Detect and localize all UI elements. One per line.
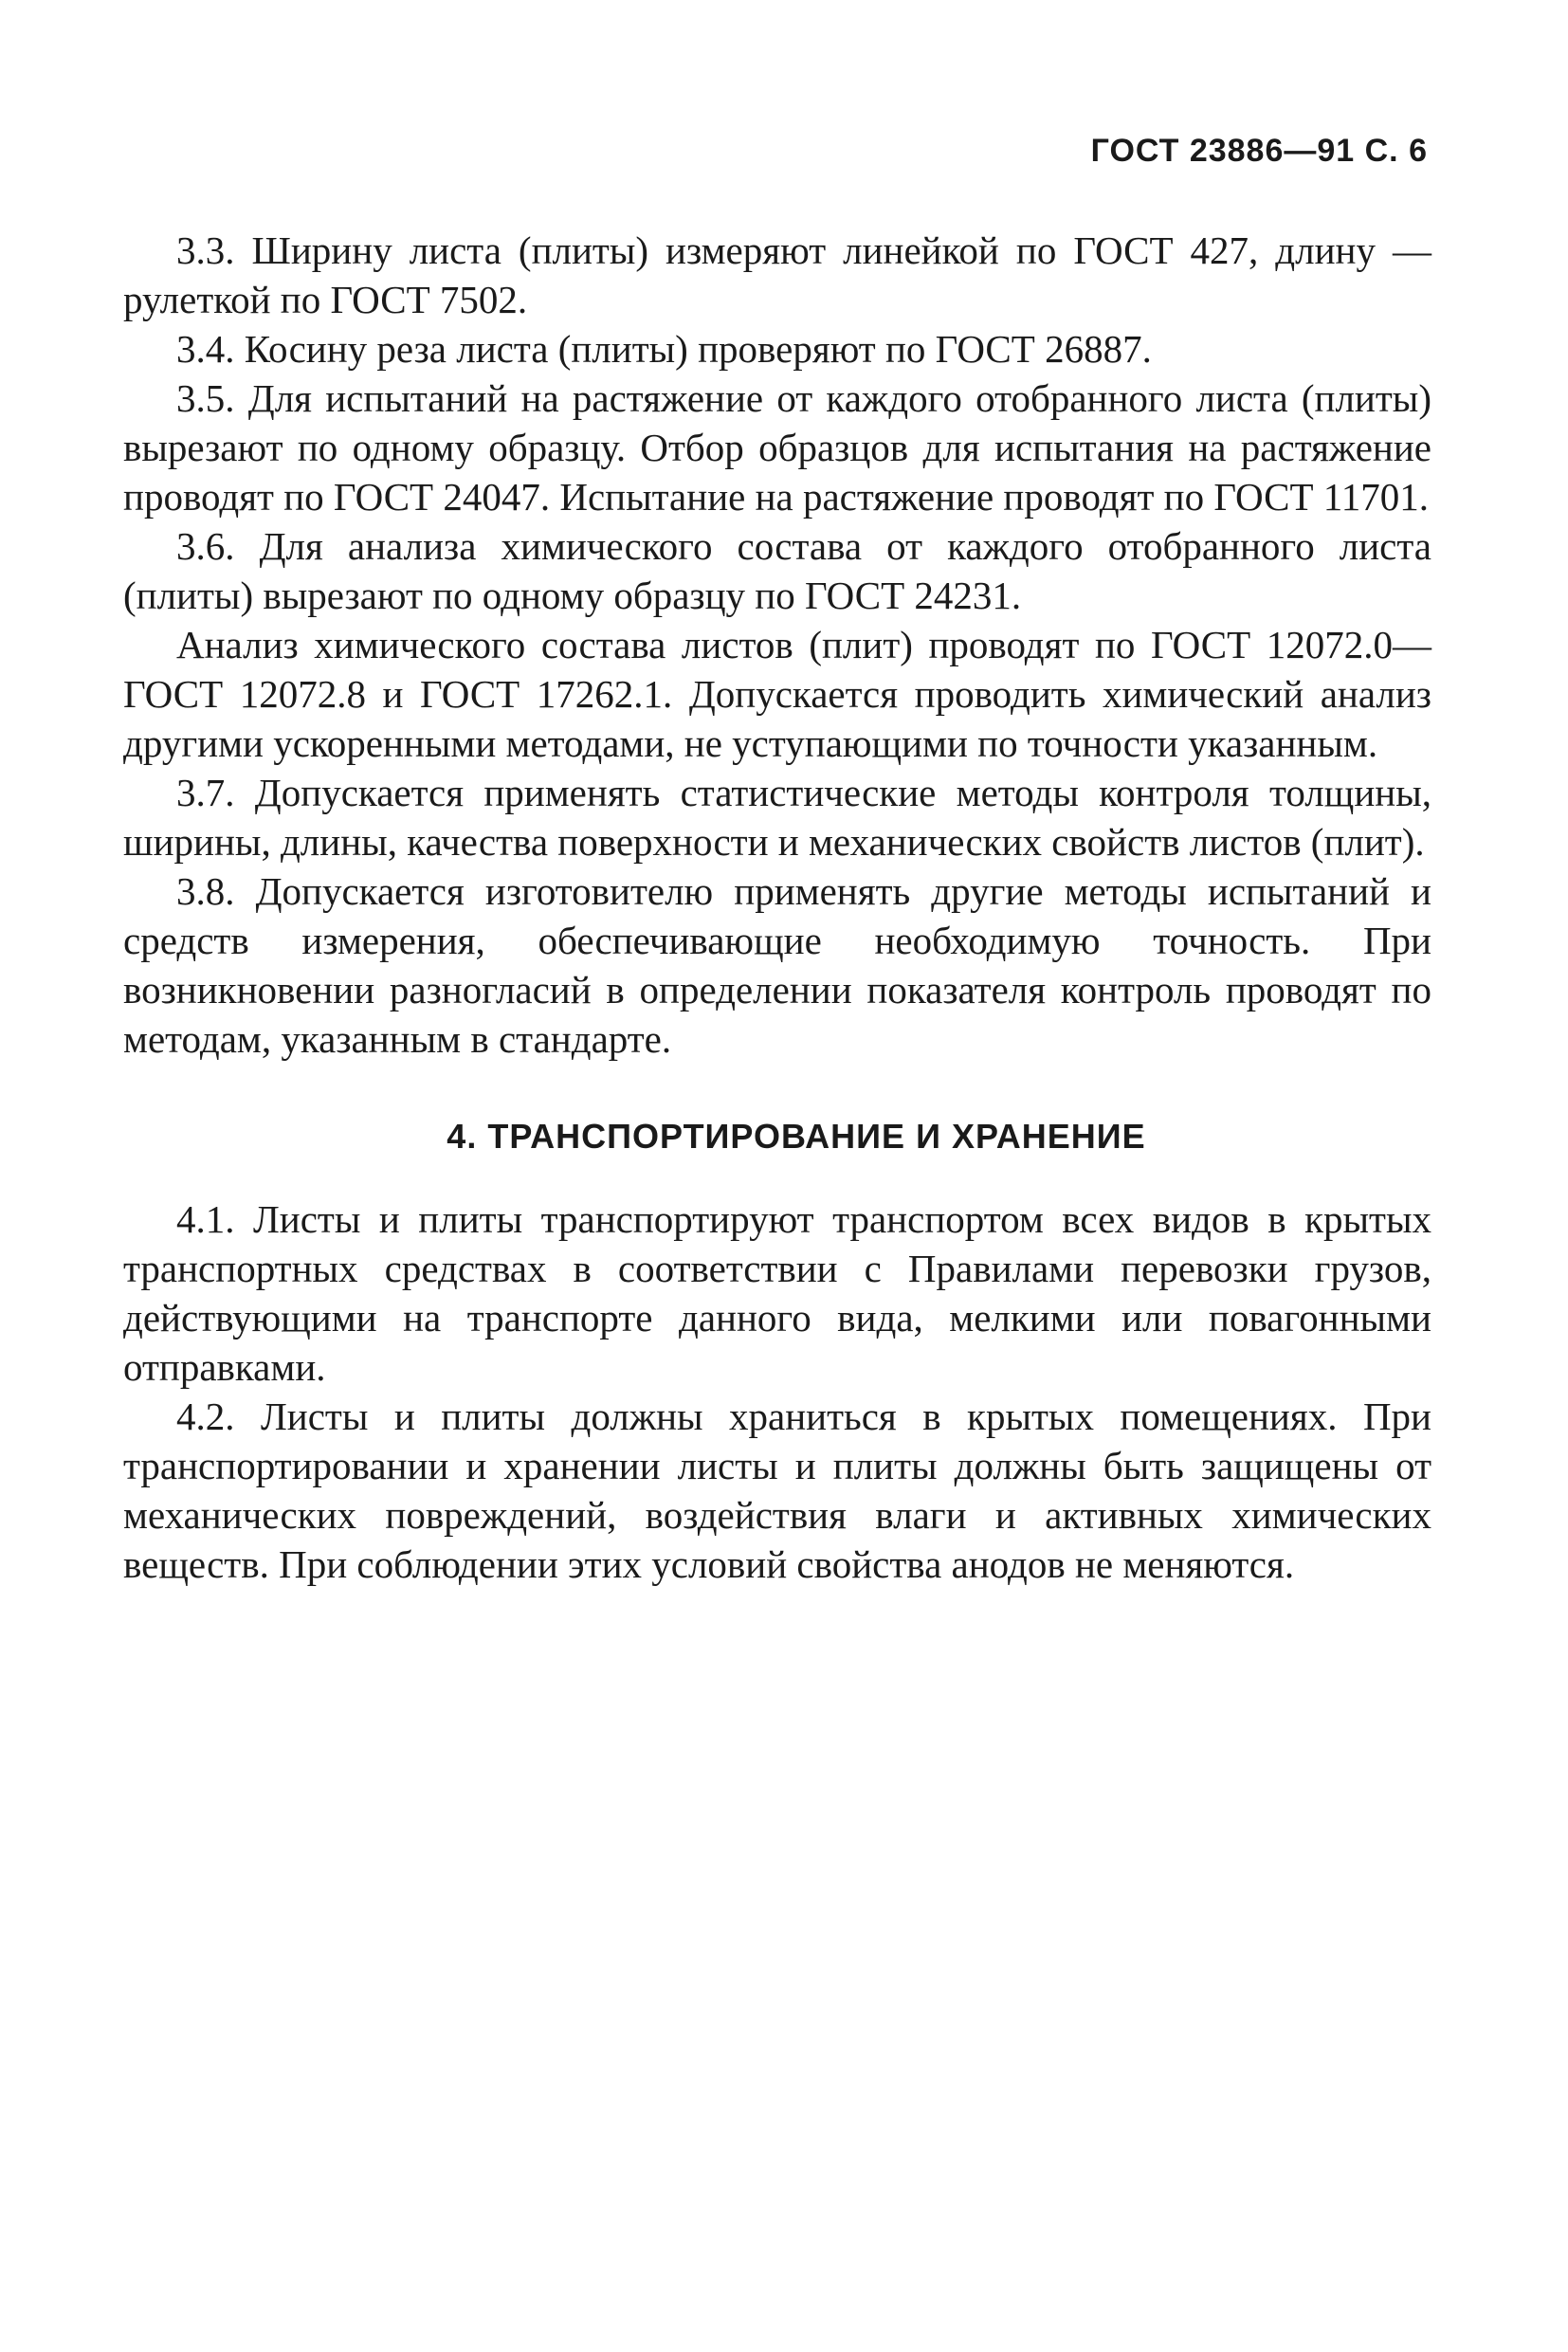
page-header-standard-ref: ГОСТ 23886—91 С. 6 (1090, 133, 1428, 169)
document-body (123, 226, 1431, 1589)
paragraph-3-4: 3.4. Косину реза листа (плиты) проверяют по ГОСТ 26887. (176, 327, 1152, 371)
paragraph-4-1: 4.1. Листы и плиты транспортируют транспортом всех видов в крытых транспортных средствах в соответствии с Правилами перевозки грузов, действующими на транспорте данного вида, мелкими или повагонными отправками. (123, 1197, 1431, 1389)
paragraph-3-6-continued: Анализ химического состава листов (плит) проводят по ГОСТ 12072.0—ГОСТ 12072.8 и ГОСТ 17262.1. Допускается проводить химический анализ другими ускоренными методами, не уступающими по точности указанным. (123, 623, 1431, 765)
paragraph-4-2: 4.2. Листы и плиты должны храниться в крытых помещениях. При транспортировании и хранении листы и плиты должны быть защищены от механических повреждений, воздействия влаги и активных химических веществ. При соблюдении этих условий свойства анодов не меняются. (123, 1395, 1431, 1586)
section-4-heading: 4. ТРАНСПОРТИРОВАНИЕ И ХРАНЕНИЕ (447, 1117, 1146, 1156)
paragraph-3-8: 3.8. Допускается изготовителю применять другие методы испытаний и средств измерения, обеспечивающие необходимую точность. При возникновении разногласий в определении показателя контроль проводят по методам, указанным в стандарте. (123, 869, 1431, 1061)
paragraph-3-5: 3.5. Для испытаний на растяжение от каждого отобранного листа (плиты) вырезают по одному образцу. Отбор образцов для испытания на растяжение проводят по ГОСТ 24047. Испытание на растяжение проводят по ГОСТ 11701. (123, 376, 1431, 519)
paragraph-3-6: 3.6. Для анализа химического состава от каждого отобранного листа (плиты) вырезают по одному образцу по ГОСТ 24231. (123, 524, 1431, 617)
paragraph-3-7: 3.7. Допускается применять статистические методы контроля толщины, ширины, длины, качества поверхности и механических свойств листов (плит). (123, 771, 1431, 864)
paragraph-3-3: 3.3. Ширину листа (плиты) измеряют линейкой по ГОСТ 427, длину — рулеткой по ГОСТ 7502. (123, 228, 1431, 321)
